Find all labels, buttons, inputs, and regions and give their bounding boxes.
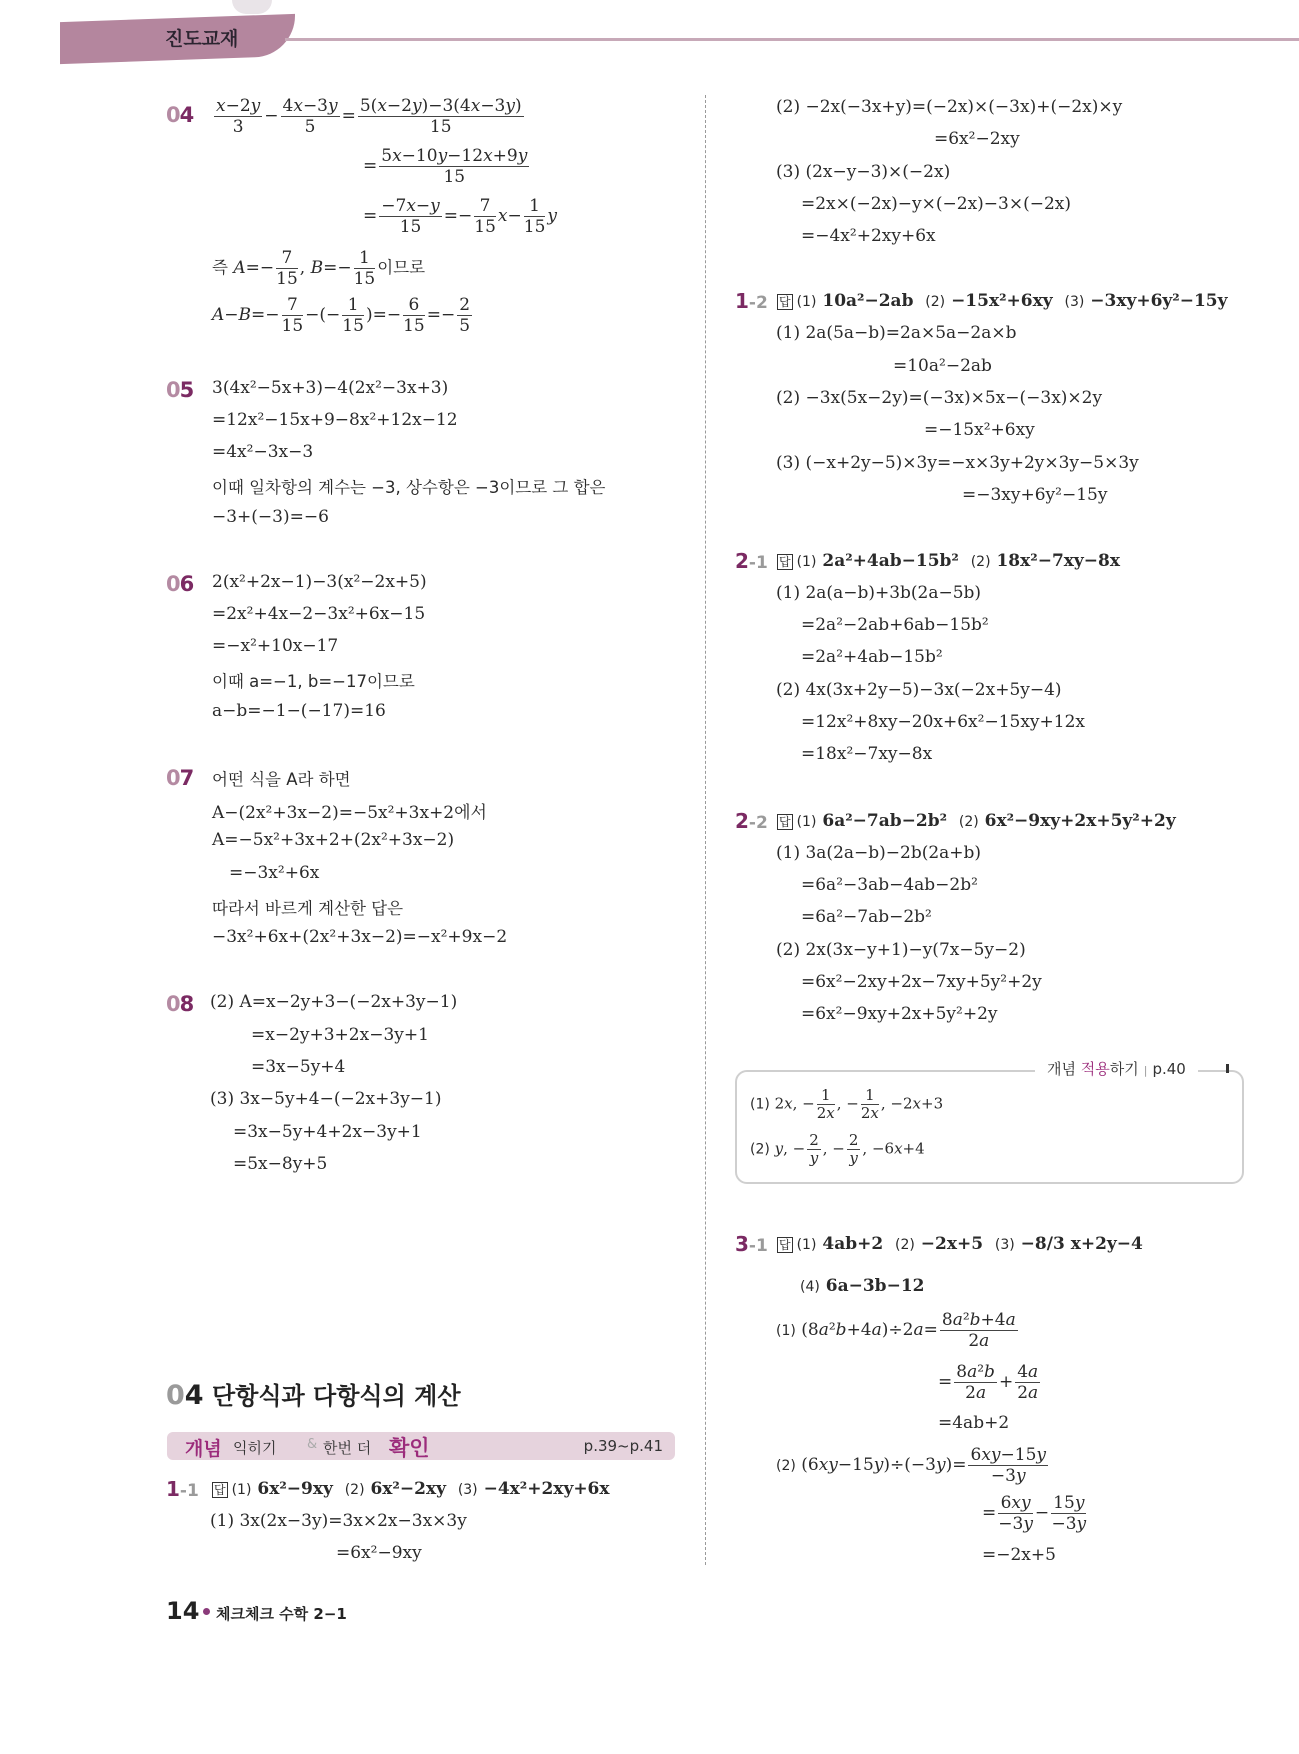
problem-label-2-1: 2-1 [735, 549, 768, 573]
p3-1-answer: 답 (1) 4ab+2 (2) −2x+5 (3) −8/3 x+2y−4 [779, 1234, 1143, 1254]
concept-practice-bar: 개념 익히기 & 한번 더 확인 p.39~p.41 [167, 1432, 675, 1460]
p05-line-3: =4x²−3x−3 [212, 442, 314, 462]
p2-2-line-5: =6x²−2xy+2x−7xy+5y²+2y [801, 972, 1042, 992]
problem-number-05: 05 [166, 378, 194, 402]
problem-number-04: 04 [166, 103, 194, 127]
p1-1-cont-line-5: =−4x²+2xy+6x [801, 226, 936, 246]
p1-2-line-6: =−3xy+6y²−15y [962, 485, 1108, 505]
p2-1-line-2: =2a²−2ab+6ab−15b² [801, 615, 989, 635]
p2-1-line-5: =12x²+8xy−20x+6x²−15xy+12x [801, 712, 1085, 732]
p08-line-3: =3x−5y+4 [251, 1057, 346, 1077]
answer-box-icon: 답 [779, 295, 791, 309]
p1-1-cont-line-1: (2) −2x(−3x+y)=(−2x)×(−3x)+(−2x)×y [776, 97, 1123, 117]
answer-box-icon: 답 [779, 555, 791, 569]
p05-line-2: =12x²−15x+9−8x²+12x−12 [212, 410, 458, 430]
problem-number-07: 07 [166, 766, 194, 790]
p2-1-line-6: =18x²−7xy−8x [801, 744, 933, 764]
p1-2-line-3: (2) −3x(5x−2y)=(−3x)×5x−(−3x)×2y [776, 388, 1103, 408]
p06-line-5: a−b=−1−(−17)=16 [212, 701, 386, 721]
p08-line-6: =5x−8y+5 [233, 1154, 328, 1174]
p1-2-line-1: (1) 2a(5a−b)=2a×5a−2a×b [776, 323, 1017, 343]
p2-1-line-4: (2) 4x(3x+2y−5)−3x(−2x+5y−4) [776, 680, 1062, 700]
concept-apply-label: 개념 적용하기 | p.40 [1035, 1058, 1198, 1079]
p3-1-line-2: = $\frac{\text{8a²b}}{2a}$ + $\frac{4a}{2a}$ [938, 1362, 1039, 1403]
problem-label-2-2: 2-2 [735, 809, 768, 833]
p1-2-line-2: =10a²−2ab [893, 356, 992, 376]
page-number: 14 [166, 1597, 200, 1625]
problem-label-3-1: 3-1 [735, 1232, 768, 1256]
p2-2-answer: 답 (1) 6a²−7ab−2b² (2) 6x²−9xy+2x+5y²+2y [779, 811, 1176, 831]
column-divider [705, 95, 706, 1565]
p1-2-answer: 답 (1) 10a²−2ab (2) −15x²+6xy (3) −3xy+6y²−15y [779, 291, 1228, 311]
p07-line-1: 어떤 식을 A라 하면 [212, 770, 351, 789]
problem-number-06: 06 [166, 572, 194, 596]
p2-1-line-1: (1) 2a(a−b)+3b(2a−5b) [776, 583, 982, 603]
p3-1-line-1: (1) (8a²b+4a)÷2a= $\frac{\text{8a²b+4a}}{2a}$ [776, 1310, 1016, 1351]
p05-line-5: −3+(−3)=−6 [212, 507, 329, 527]
bullet-dot-icon [203, 1608, 210, 1615]
p2-1-line-3: =2a²+4ab−15b² [801, 647, 943, 667]
concept-bar-pages: p.39~p.41 [583, 1437, 663, 1455]
p07-line-6: −3x²+6x+(2x²+3x−2)=−x²+9x−2 [212, 927, 508, 947]
p04-line-2: = $\frac{5x-10y-12x+9y}{15}$ [363, 146, 528, 187]
p04-line-1: $\frac{x-2y}{3}$ − $\frac{4x-3y}{5}$ = $\frac{5(x-2y)-3(4x-3y)}{15}$ [216, 96, 522, 137]
p06-line-4: 이때 a=−1, b=−17이므로 [212, 672, 415, 691]
p2-1-answer: 답 (1) 2a²+4ab−15b² (2) 18x²−7xy−8x [779, 551, 1121, 571]
p08-line-2: =x−2y+3+2x−3y+1 [251, 1025, 429, 1045]
p04-line-5: A−B=− $\frac{7}{15}$ −(− $\frac{1}{15}$ )=− $\frac{6}{15}$ =− $\frac{2}{5}$ [212, 295, 471, 336]
p1-2-line-4: =−15x²+6xy [924, 420, 1035, 440]
p1-1-cont-line-2: =6x²−2xy [934, 129, 1020, 149]
mascot-illustration [232, 0, 272, 14]
apply-line-1: (1) 2x, − $\frac{1}{2x}$ , − $\frac{1}{2x}$ , −2x+3 [750, 1086, 944, 1122]
p07-line-3: A=−5x²+3x+2+(2x²+3x−2) [212, 830, 455, 850]
p2-2-line-2: =6a²−3ab−4ab−2b² [801, 875, 978, 895]
problem-label-1-2: 1-2 [735, 289, 768, 313]
p2-2-line-1: (1) 3a(2a−b)−2b(2a+b) [776, 843, 982, 863]
answer-box-icon: 답 [779, 1238, 791, 1252]
p3-1-line-6: =−2x+5 [982, 1545, 1056, 1565]
apply-box-tick-right [1226, 1064, 1229, 1073]
answer-box-icon: 답 [779, 815, 791, 829]
p1-2-line-5: (3) (−x+2y−5)×3y=−x×3y+2y×3y−5×3y [776, 453, 1139, 473]
header-rule [285, 38, 1299, 41]
p04-line-3: = $\frac{-7x-y}{15}$ =− $\frac{7}{15}$ x− $\frac{1}{15}$ y [363, 196, 557, 237]
problem-number-08: 08 [166, 992, 194, 1016]
header-tab-label: 진도교재 [165, 28, 239, 50]
p2-2-line-3: =6a²−7ab−2b² [801, 907, 932, 927]
problem-label-1-1: 1-1 [166, 1477, 199, 1501]
p06-line-1: 2(x²+2x−1)−3(x²−2x+5) [212, 572, 427, 592]
p2-2-line-6: =6x²−9xy+2x+5y²+2y [801, 1004, 998, 1024]
p08-line-1: (2) A=x−2y+3−(−2x+3y−1) [210, 992, 458, 1012]
p05-line-1: 3(4x²−5x+3)−4(2x²−3x+3) [212, 378, 449, 398]
p3-1-line-3: =4ab+2 [938, 1413, 1010, 1433]
p06-line-3: =−x²+10x−17 [212, 636, 339, 656]
p2-2-line-4: (2) 2x(3x−y+1)−y(7x−5y−2) [776, 940, 1026, 960]
p06-line-2: =2x²+4x−2−3x²+6x−15 [212, 604, 426, 624]
p04-line-4: 즉 A=− $\frac{7}{15}$ , B=− $\frac{1}{15}$ 이므로 [212, 248, 426, 289]
section-title-text: 단항식과 다항식의 계산 [211, 1382, 461, 1410]
p1-1-answer: 답 (1) 6x²−9xy (2) 6x²−2xy (3) −4x²+2xy+6x [214, 1479, 610, 1499]
apply-line-2: (2) y, − $\frac{2}{y}$ , − $\frac{2}{y}$ , −6x+4 [750, 1131, 925, 1167]
p1-1-line-1: (1) 3x(2x−3y)=3x×2x−3x×3y [210, 1511, 467, 1531]
p08-line-5: =3x−5y+4+2x−3y+1 [233, 1122, 422, 1142]
p07-line-2: A−(2x²+3x−2)=−5x²+3x+2에서 [212, 803, 487, 823]
section-title: 04 단항식과 다항식의 계산 [166, 1380, 461, 1411]
p3-1-line-4: (2) (6xy−15y)÷(−3y)= $\frac{6xy-15y}{-3y}$ [776, 1445, 1047, 1486]
p07-line-4: =−3x²+6x [229, 863, 320, 883]
p1-1-cont-line-4: =2x×(−2x)−y×(−2x)−3×(−2x) [801, 194, 1072, 214]
book-title: 체크체크 수학 2−1 [216, 1605, 347, 1623]
p1-1-cont-line-3: (3) (2x−y−3)×(−2x) [776, 162, 951, 182]
p3-1-line-5: = $\frac{6xy}{-3y}$ − $\frac{15y}{-3y}$ [982, 1493, 1087, 1534]
p08-line-4: (3) 3x−5y+4−(−2x+3y−1) [210, 1089, 442, 1109]
p3-1-answer-cont: (4) 6a−3b−12 [800, 1276, 925, 1296]
p05-line-4: 이때 일차항의 계수는 −3, 상수항은 −3이므로 그 합은 [212, 478, 606, 497]
answer-box-icon: 답 [214, 1483, 226, 1497]
p07-line-5: 따라서 바르게 계산한 답은 [212, 899, 404, 918]
p1-1-line-2: =6x²−9xy [336, 1543, 422, 1563]
